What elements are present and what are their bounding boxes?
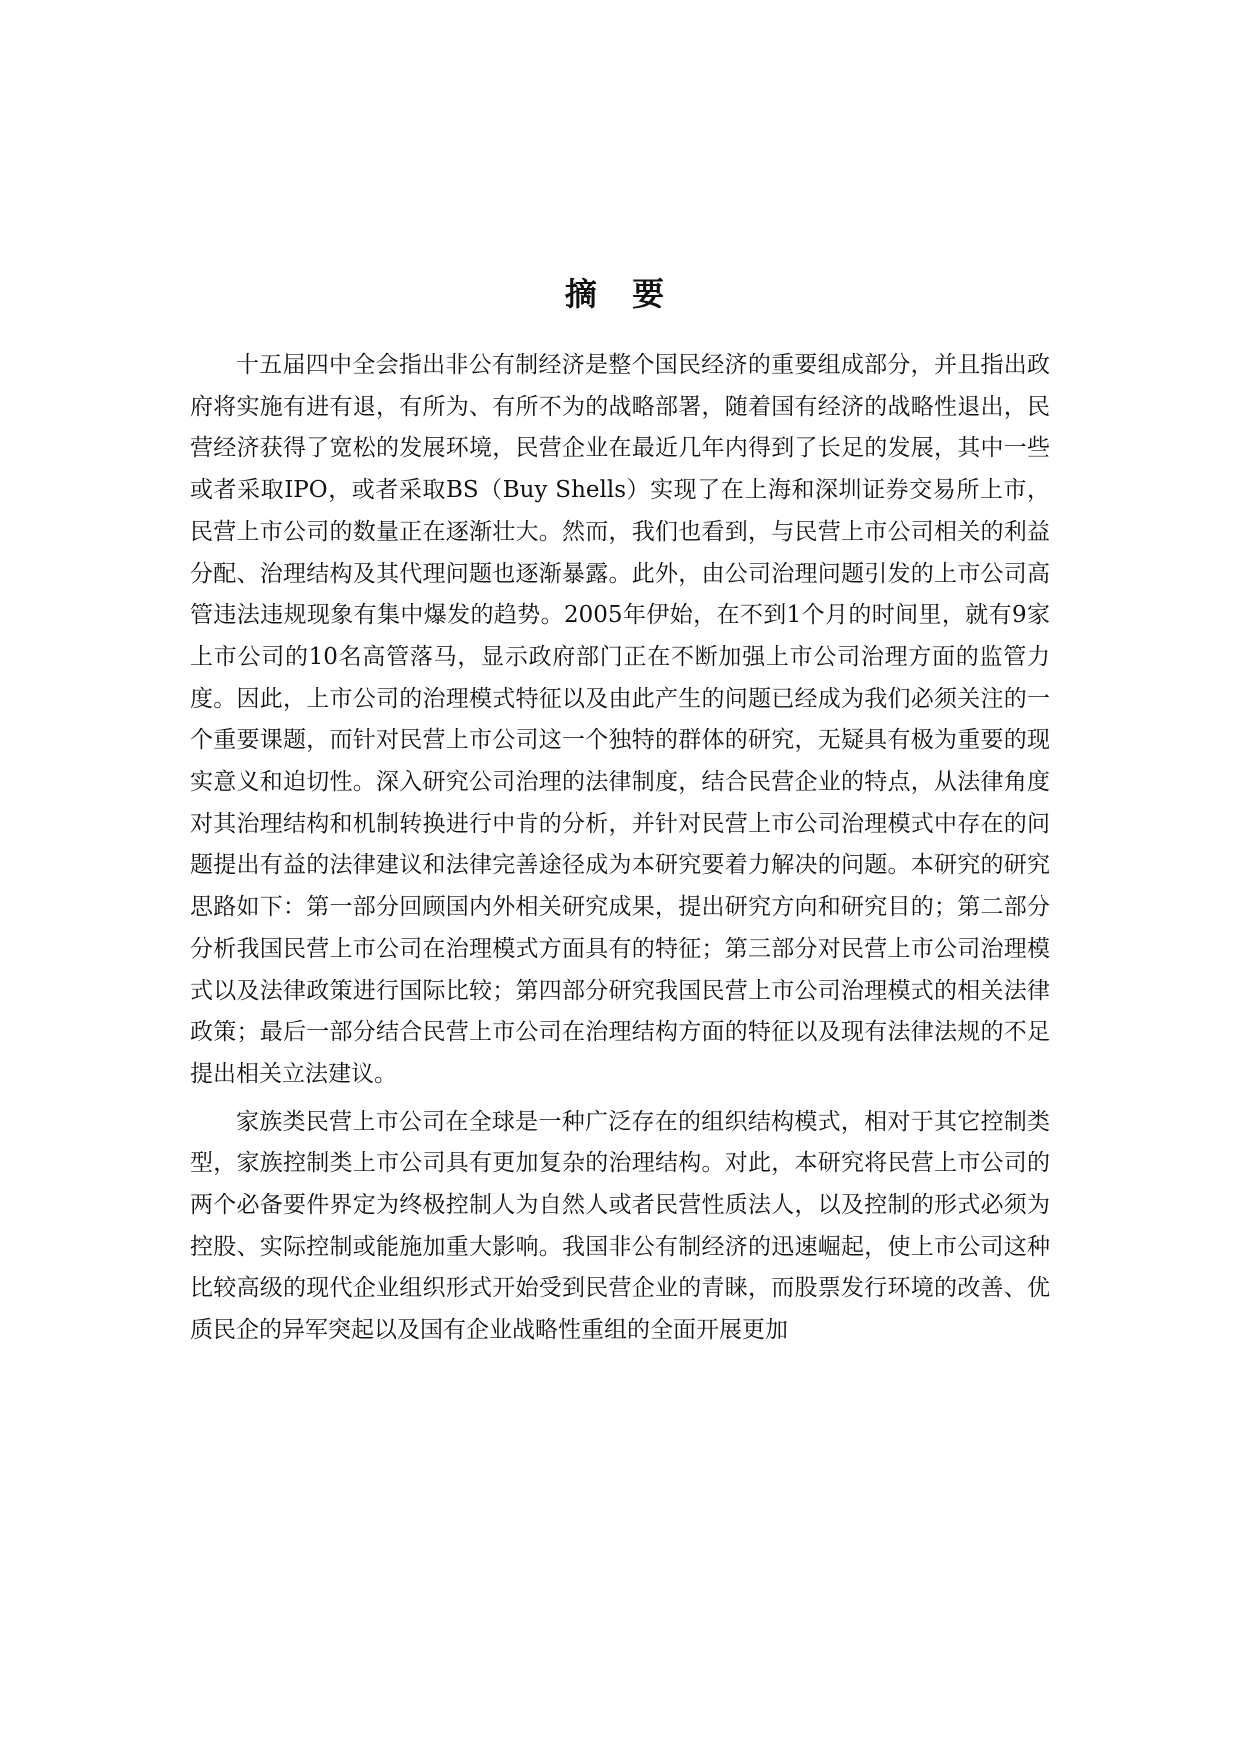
abstract-body [190, 345, 1050, 1352]
paragraph-1: 十五届四中全会指出非公有制经济是整个国民经济的重要组成部分，并且指出政府将实施有进有退，有所为、有所不为的战略部署，随着国有经济的战略性退出，民营经济获得了宽松的发展环境，民营企业在最近几年内得到了长足的发展，其中一些或者采取IPO，或者采取BS（Buy Shells）实现了在上海和深圳证券交易所上市，民营上市公司的数量正在逐渐壮大。然而，我们也看到，与民营上市公司相关的利益分配、治理结构及其代理问题也逐渐暴露。此外，由公司治理问题引发的上市公司高管违法违规现象有集中爆发的趋势。2005年伊始，在不到1个月的时间里，就有9家上市公司的10名高管落马，显示政府部门正在不断加强上市公司治理方面的监管力度。因此，上市公司的治理模式特征以及由此产生的问题已经成为我们必须关注的一个重要课题，而针对民营上市公司这一个独特的群体的研究，无疑具有极为重要的现实意义和迫切性。深入研究公司治理的法律制度，结合民营企业的特点，从法律角度对其治理结构和机制转换进行中肯的分析，并针对民营上市公司治理模式中存在的问题提出有益的法律建议和法律完善途径成为本研究要着力解决的问题。本研究的研究思路如下：第一部分回顾国内外相关研究成果，提出研究方向和研究目的；第二部分分析我国民营上市公司在治理模式方面具有的特征；第三部分对民营上市公司治理模式以及法律政策进行国际比较；第四部分研究我国民营上市公司治理模式的相关法律政策；最后一部分结合民营上市公司在治理结构方面的特征以及现有法律法规的不足提出相关立法建议。 [190, 352, 1050, 1087]
paragraph-2: 家族类民营上市公司在全球是一种广泛存在的组织结构模式，相对于其它控制类型，家族控制类上市公司具有更加复杂的治理结构。对此，本研究将民营上市公司的两个必备要件界定为终极控制人为自然人或者民营性质法人，以及控制的形式必须为控股、实际控制或能施加重大影响。我国非公有制经济的迅速崛起，使上市公司这种比较高级的现代企业组织形式开始受到民营企业的青睐，而股票发行环境的改善、优质民企的异军突起以及国有企业战略性重组的全面开展更加 [190, 1108, 1050, 1344]
page-title: 摘 要 [564, 275, 677, 313]
